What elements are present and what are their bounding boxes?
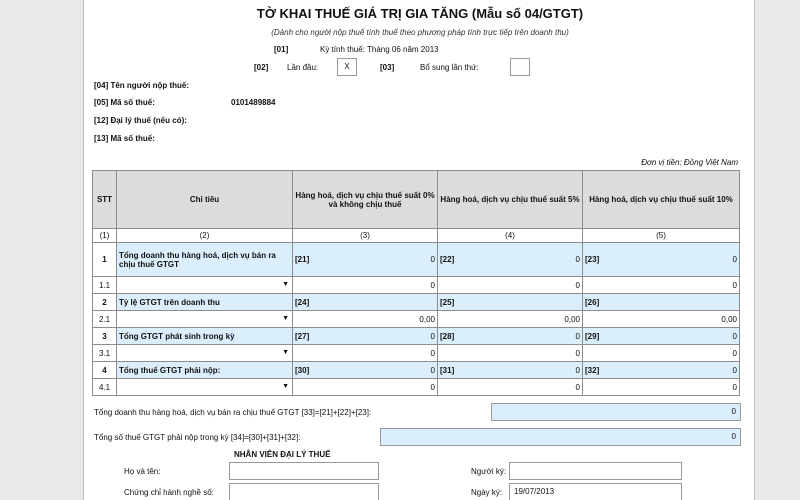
tax-form-page [83,0,755,500]
dropdown-arrow-icon: ▼ [282,349,289,356]
agent-name-label: Họ và tên: [124,467,161,476]
table-cell[interactable]: 0 [293,345,438,362]
taxcode-label: [05] Mã số thuế: [94,98,155,107]
header-stt: STT [93,171,117,229]
taxpayer-label: [04] Tên người nộp thuế: [94,81,190,90]
tax-table [92,170,740,396]
agent-name-input[interactable] [229,462,379,480]
row-stt: 4.1 [93,379,117,396]
cell-21[interactable]: [21] 0 [293,243,438,277]
form-title: TỜ KHAI THUẾ GIÁ TRỊ GIA TĂNG (Mẫu số 04/GTGT) [256,6,584,21]
row-stt: 2 [93,294,117,311]
cell-25[interactable]: [25] [438,294,583,311]
colnum: (3) [293,229,438,243]
date-input[interactable]: 19/07/2013 [509,483,682,500]
cell-32[interactable]: [32] 0 [583,362,740,379]
row-stt: 1 [93,243,117,277]
supplement-code: [03] [380,63,395,72]
total-33-field[interactable]: 0 [491,403,741,421]
row-label: Tổng doanh thu hàng hoá, dịch vụ bán ra chịu thuế GTGT [117,243,293,277]
table-cell[interactable]: 0,00 [438,311,583,328]
table-cell[interactable]: 0 [583,277,740,294]
cell-22[interactable]: [22] 0 [438,243,583,277]
cell-23[interactable]: [23] 0 [583,243,740,277]
total-34-label: Tổng số thuế GTGT phải nộp trong kỳ [34]=[30]+[31]+[32]: [94,433,301,442]
period-code: [01] [274,45,289,54]
category-dropdown[interactable] [117,379,293,396]
table-cell[interactable]: 0 [293,379,438,396]
colnum: (5) [583,229,740,243]
total-34-field[interactable]: 0 [380,428,741,446]
date-label: Ngày ký: [471,488,503,497]
colnum: (1) [93,229,117,243]
header-rate-5: Hàng hoá, dịch vụ chịu thuế suất 5% [438,171,583,229]
supplement-label: Bổ sung lần thứ: [420,63,479,72]
row-label: Tổng thuế GTGT phải nộp: [117,362,293,379]
cell-27[interactable]: [27] 0 [293,328,438,345]
category-dropdown[interactable] [117,311,293,328]
category-dropdown[interactable] [117,345,293,362]
dropdown-arrow-icon: ▼ [282,315,289,322]
category-dropdown[interactable] [117,277,293,294]
colnum: (4) [438,229,583,243]
cell-30[interactable]: [30] 0 [293,362,438,379]
cell-31[interactable]: [31] 0 [438,362,583,379]
header-rate-10: Hàng hoá, dịch vụ chịu thuế suất 10% [583,171,740,229]
total-33-label: Tổng doanh thu hàng hoá, dịch vụ bán ra chịu thuế GTGT [33]=[21]+[22]+[23]: [94,408,372,417]
cell-26[interactable]: [26] [583,294,740,311]
first-code: [02] [254,63,269,72]
row-stt: 1.1 [93,277,117,294]
row-label: Tổng GTGT phát sinh trong kỳ [117,328,293,345]
agent-section-title: NHÂN VIÊN ĐẠI LÝ THUẾ [234,450,331,459]
row-label: Tỷ lệ GTGT trên doanh thu [117,294,293,311]
row-stt: 4 [93,362,117,379]
dropdown-arrow-icon: ▼ [282,383,289,390]
signer-input[interactable] [509,462,682,480]
row-stt: 3.1 [93,345,117,362]
table-cell[interactable]: 0 [293,277,438,294]
table-cell[interactable]: 0 [438,379,583,396]
header-rate-0: Hàng hoá, dịch vụ chịu thuế suất 0% và không chịu thuế [293,171,438,229]
row-stt: 2.1 [93,311,117,328]
row-stt: 3 [93,328,117,345]
agent-label: [12] Đại lý thuế (nếu có): [94,116,187,125]
cell-28[interactable]: [28] 0 [438,328,583,345]
table-cell[interactable]: 0 [438,277,583,294]
currency-unit: Đơn vị tiền: Đồng Việt Nam [641,158,738,167]
table-cell[interactable]: 0 [583,379,740,396]
table-cell[interactable]: 0,00 [583,311,740,328]
cell-29[interactable]: [29] 0 [583,328,740,345]
period-text: Kỳ tính thuế: Tháng 06 năm 2013 [320,45,439,54]
table-cell[interactable]: 0 [438,345,583,362]
cert-input[interactable] [229,483,379,500]
taxcode-value: 0101489884 [231,98,276,107]
agent-taxcode-label: [13] Mã số thuế: [94,134,155,143]
first-time-checkbox[interactable]: X [337,58,357,76]
cell-24[interactable]: [24] [293,294,438,311]
colnum: (2) [117,229,293,243]
header-indicator: Chỉ tiêu [117,171,293,229]
form-subtitle: (Dành cho người nộp thuế tính thuế theo phương pháp tính trực tiếp trên doanh thu) [271,28,569,37]
first-label: Lần đầu: [287,63,319,72]
signer-label: Người ký: [471,467,507,476]
cert-label: Chứng chỉ hành nghề số: [124,488,214,497]
dropdown-arrow-icon: ▼ [282,281,289,288]
table-cell[interactable]: 0,00 [293,311,438,328]
table-cell[interactable]: 0 [583,345,740,362]
supplement-input[interactable] [510,58,530,76]
